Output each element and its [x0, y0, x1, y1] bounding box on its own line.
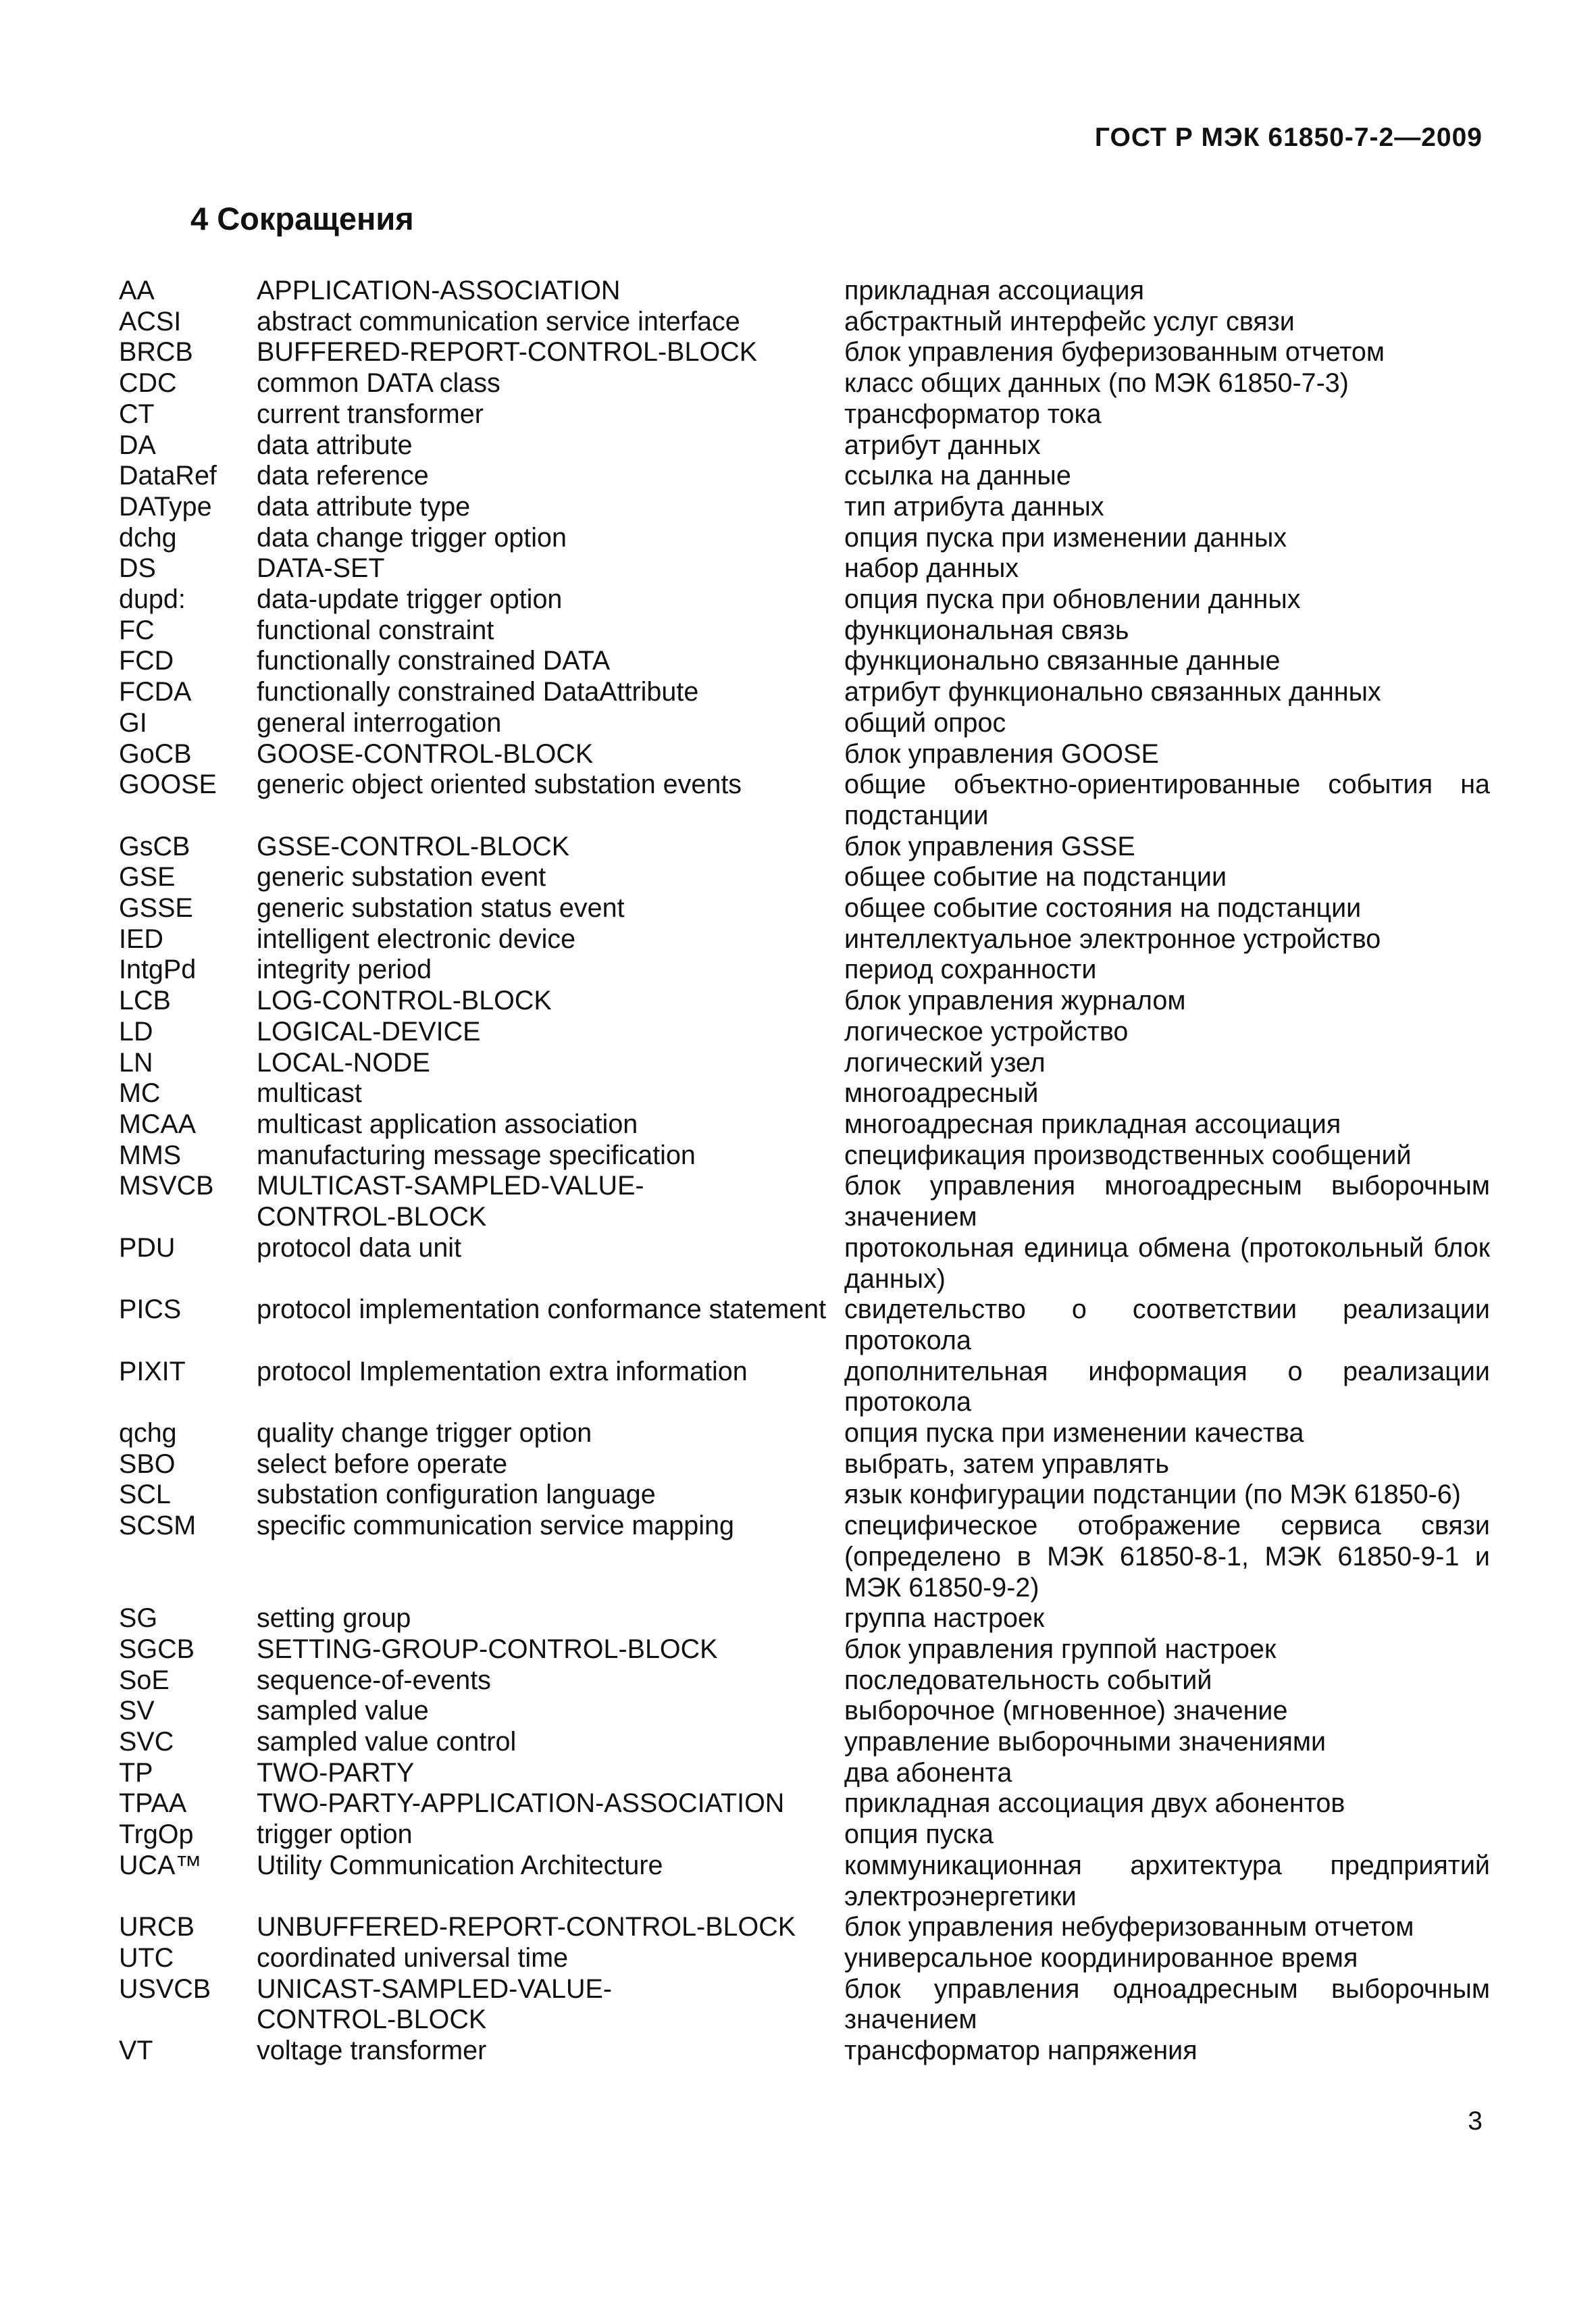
abbreviation-row — [119, 2036, 1490, 2067]
abbreviation-row — [119, 1727, 1490, 1758]
abbreviation-russian: язык конфигурации подстанции (по МЭК 61850-6) — [844, 1480, 1461, 1510]
abbreviation-term: BRCB — [119, 337, 193, 368]
abbreviation-term: SCL — [119, 1480, 171, 1510]
abbreviation-term: CT — [119, 399, 155, 429]
abbreviation-row — [119, 430, 1490, 461]
abbreviation-term: SGCB — [119, 1634, 195, 1664]
abbreviation-english: data attribute — [257, 430, 413, 460]
abbreviation-row — [119, 276, 1490, 307]
abbreviation-term: FCD — [119, 646, 174, 676]
abbreviation-term: SCSM — [119, 1511, 197, 1541]
abbreviation-russian: абстрактный интерфейс услуг связи — [844, 306, 1295, 336]
section-title: 4 Сокращения — [190, 201, 414, 236]
abbreviation-english: TWO-PARTY-APPLICATION-ASSOCIATION — [257, 1788, 785, 1819]
abbreviation-row — [119, 1665, 1490, 1696]
abbreviation-term: DAType — [119, 491, 212, 522]
abbreviation-row — [119, 1140, 1490, 1172]
abbreviation-term: GSSE — [119, 893, 193, 924]
abbreviation-russian: последовательность событий — [844, 1665, 1212, 1695]
abbreviation-term: AA — [119, 276, 155, 305]
abbreviation-english: GSSE-CONTROL-BLOCK — [257, 831, 570, 861]
abbreviation-term: SBO — [119, 1449, 176, 1479]
abbreviation-term: dchg — [119, 522, 177, 553]
abbreviation-russian: протокольная единица обмена (протокольный блок данных) — [844, 1232, 1490, 1294]
abbreviation-row — [119, 770, 1490, 831]
abbreviation-term: PDU — [119, 1232, 176, 1263]
abbreviation-russian: трансформатор тока — [844, 399, 1102, 429]
abbreviation-term: IED — [119, 924, 163, 954]
abbreviation-row — [119, 832, 1490, 863]
abbreviation-row — [119, 708, 1490, 739]
abbreviation-term: UTC — [119, 1942, 174, 1973]
abbreviation-english: data-update trigger option — [257, 584, 563, 615]
abbreviation-term: SVC — [119, 1727, 174, 1757]
abbreviation-term: MCAA — [119, 1109, 197, 1139]
abbreviation-term: MC — [119, 1078, 161, 1109]
abbreviation-english: GOOSE-CONTROL-BLOCK — [257, 738, 594, 769]
abbreviation-term: MSVCB — [119, 1171, 214, 1201]
abbreviation-row — [119, 1788, 1490, 1819]
abbreviation-english: Utility Communication Architecture — [257, 1850, 663, 1880]
abbreviation-row — [119, 492, 1490, 523]
abbreviation-russian: два абонента — [844, 1757, 1012, 1788]
abbreviation-russian: группа настроек — [844, 1603, 1045, 1634]
abbreviation-english: multicast application association — [257, 1109, 638, 1139]
abbreviation-english: LOG-CONTROL-BLOCK — [257, 986, 552, 1016]
abbreviation-term: dupd: — [119, 584, 186, 615]
abbreviation-term: PICS — [119, 1294, 182, 1325]
abbreviation-english: select before operate — [257, 1449, 508, 1479]
abbreviation-russian: коммуникационная архитектура предприятий электроэнергетики — [844, 1850, 1490, 1911]
abbreviations-list — [119, 276, 1490, 2067]
abbreviation-row — [119, 523, 1490, 554]
abbreviation-term: LCB — [119, 986, 171, 1016]
abbreviation-term: IntgPd — [119, 955, 197, 985]
abbreviation-english: generic object oriented substation events — [257, 770, 742, 800]
abbreviation-english: UNBUFFERED-REPORT-CONTROL-BLOCK — [257, 1912, 796, 1942]
abbreviation-english: quality change trigger option — [257, 1418, 592, 1449]
abbreviation-english: sampled value control — [257, 1727, 517, 1757]
abbreviation-row — [119, 307, 1490, 338]
abbreviation-russian: универсальное координированное время — [844, 1942, 1358, 1973]
abbreviation-term: VT — [119, 2036, 153, 2066]
abbreviation-term: FC — [119, 615, 155, 645]
abbreviation-english: integrity period — [257, 955, 432, 985]
abbreviation-english: LOGICAL-DEVICE — [257, 1016, 481, 1047]
abbreviation-russian: блок управления одноадресным выборочным значением — [844, 1973, 1490, 2035]
abbreviation-english: data change trigger option — [257, 522, 567, 553]
abbreviation-term: CDC — [119, 368, 177, 399]
abbreviation-row — [119, 646, 1490, 677]
abbreviation-row — [119, 1233, 1490, 1294]
abbreviation-term: GOOSE — [119, 770, 217, 800]
abbreviation-russian: многоадресный — [844, 1078, 1039, 1109]
abbreviation-row — [119, 986, 1490, 1017]
abbreviation-russian: общее событие на подстанции — [844, 862, 1227, 892]
abbreviation-english: functionally constrained DATA — [257, 646, 611, 676]
abbreviation-russian: трансформатор напряжения — [844, 2036, 1198, 2066]
abbreviation-russian: логический узел — [844, 1047, 1046, 1078]
abbreviation-russian: опция пуска при изменении данных — [844, 522, 1287, 553]
abbreviation-term: FCDA — [119, 677, 192, 707]
abbreviation-english: intelligent electronic device — [257, 924, 576, 954]
abbreviation-term: PIXIT — [119, 1356, 186, 1386]
abbreviation-english: protocol Implementation extra information — [257, 1356, 748, 1386]
abbreviation-russian: блок управления многоадресным выборочным значением — [844, 1171, 1490, 1232]
abbreviation-row — [119, 955, 1490, 986]
abbreviation-russian: управление выборочными значениями — [844, 1727, 1327, 1757]
abbreviation-english: common DATA class — [257, 368, 500, 399]
abbreviation-row — [119, 1634, 1490, 1665]
abbreviation-russian: блок управления небуферизованным отчетом — [844, 1912, 1414, 1942]
abbreviation-english: data attribute type — [257, 491, 471, 522]
abbreviation-russian: набор данных — [844, 553, 1019, 584]
abbreviation-row — [119, 337, 1490, 368]
abbreviation-english: general interrogation — [257, 707, 502, 738]
abbreviation-row — [119, 677, 1490, 708]
abbreviation-row — [119, 1974, 1490, 2036]
abbreviation-row — [119, 1851, 1490, 1912]
abbreviation-row — [119, 1109, 1490, 1140]
abbreviation-english: TWO-PARTY — [257, 1757, 415, 1788]
document-standard-number: ГОСТ Р МЭК 61850-7-2—2009 — [1094, 123, 1483, 152]
abbreviation-term: TPAA — [119, 1788, 187, 1819]
abbreviation-term: DataRef — [119, 461, 217, 491]
abbreviation-row — [119, 368, 1490, 399]
abbreviation-english: specific communication service mapping — [257, 1511, 734, 1541]
abbreviation-term: MMS — [119, 1140, 182, 1170]
abbreviation-term: GoCB — [119, 738, 192, 769]
abbreviation-row — [119, 1017, 1490, 1048]
abbreviation-row — [119, 893, 1490, 924]
abbreviation-term: GSE — [119, 862, 176, 892]
abbreviation-term: LD — [119, 1016, 153, 1047]
abbreviation-russian: атрибут функционально связанных данных — [844, 677, 1381, 707]
abbreviation-russian: тип атрибута данных — [844, 491, 1104, 522]
abbreviation-english: UNICAST-SAMPLED-VALUE- CONTROL-BLOCK — [257, 1973, 613, 2035]
abbreviation-term: SoE — [119, 1665, 170, 1695]
abbreviation-term: TrgOp — [119, 1819, 194, 1850]
abbreviation-term: LN — [119, 1047, 153, 1078]
abbreviation-row — [119, 1357, 1490, 1418]
abbreviation-russian: выборочное (мгновенное) значение — [844, 1696, 1288, 1726]
abbreviation-row — [119, 1418, 1490, 1449]
abbreviation-russian: функциональная связь — [844, 615, 1129, 645]
abbreviation-row — [119, 615, 1490, 647]
abbreviation-russian: ссылка на данные — [844, 461, 1071, 491]
abbreviation-row — [119, 553, 1490, 584]
abbreviation-row — [119, 1294, 1490, 1356]
abbreviation-russian: блок управления журналом — [844, 986, 1186, 1016]
abbreviation-row — [119, 862, 1490, 893]
abbreviation-russian: блок управления группой настроек — [844, 1634, 1277, 1664]
abbreviation-term: TP — [119, 1757, 153, 1788]
abbreviation-english: sampled value — [257, 1696, 429, 1726]
abbreviation-english: functionally constrained DataAttribute — [257, 677, 699, 707]
abbreviation-english: coordinated universal time — [257, 1942, 569, 1973]
abbreviation-row — [119, 1819, 1490, 1851]
abbreviation-russian: общий опрос — [844, 707, 1006, 738]
abbreviation-russian: спецификация производственных сообщений — [844, 1140, 1412, 1170]
abbreviation-english: LOCAL-NODE — [257, 1047, 430, 1078]
abbreviation-russian: класс общих данных (по МЭК 61850-7-3) — [844, 368, 1349, 399]
abbreviation-english: multicast — [257, 1078, 362, 1109]
abbreviation-row — [119, 1078, 1490, 1109]
abbreviation-row — [119, 1048, 1490, 1079]
abbreviation-row — [119, 739, 1490, 770]
abbreviation-english: DATA-SET — [257, 553, 385, 584]
abbreviation-row — [119, 1943, 1490, 1974]
abbreviation-term: USVCB — [119, 1973, 211, 2004]
abbreviation-russian: прикладная ассоциация двух абонентов — [844, 1788, 1345, 1819]
abbreviation-row — [119, 1603, 1490, 1634]
abbreviation-english: functional constraint — [257, 615, 494, 645]
abbreviation-english: MULTICAST-SAMPLED-VALUE- CONTROL-BLOCK — [257, 1171, 644, 1232]
abbreviation-row — [119, 1449, 1490, 1480]
abbreviation-term: DS — [119, 553, 156, 584]
abbreviation-russian: блок управления буферизованным отчетом — [844, 337, 1385, 368]
abbreviation-russian: атрибут данных — [844, 430, 1041, 460]
abbreviation-english: setting group — [257, 1603, 411, 1634]
abbreviation-row — [119, 1912, 1490, 1943]
abbreviation-english: protocol implementation conformance statement — [257, 1294, 827, 1325]
abbreviation-russian: многоадресная прикладная ассоциация — [844, 1109, 1341, 1139]
abbreviation-term: URCB — [119, 1912, 195, 1942]
abbreviation-russian: общие объектно-ориентированные события на подстанции — [844, 770, 1490, 830]
abbreviation-english: generic substation status event — [257, 893, 625, 924]
abbreviation-term: UCA™ — [119, 1850, 202, 1880]
abbreviation-english: abstract communication service interface — [257, 306, 740, 336]
abbreviation-row — [119, 461, 1490, 492]
abbreviation-term: ACSI — [119, 306, 182, 336]
abbreviation-row — [119, 1696, 1490, 1727]
abbreviation-english: BUFFERED-REPORT-CONTROL-BLOCK — [257, 337, 758, 368]
abbreviation-russian: период сохранности — [844, 955, 1097, 985]
abbreviation-term: GsCB — [119, 831, 190, 861]
abbreviation-row — [119, 399, 1490, 430]
abbreviation-english: sequence-of-events — [257, 1665, 491, 1695]
abbreviation-russian: опция пуска — [844, 1819, 994, 1850]
abbreviation-russian: дополнительная информация о реализации протокола — [844, 1356, 1490, 1417]
abbreviation-row — [119, 924, 1490, 955]
abbreviation-russian: функционально связанные данные — [844, 646, 1281, 676]
abbreviation-term: SG — [119, 1603, 158, 1634]
abbreviation-russian: опция пуска при изменении качества — [844, 1418, 1304, 1449]
abbreviation-english: SETTING-GROUP-CONTROL-BLOCK — [257, 1634, 718, 1664]
abbreviation-english: APPLICATION-ASSOCIATION — [257, 276, 621, 305]
abbreviation-english: data reference — [257, 461, 429, 491]
abbreviation-russian: блок управления GSSE — [844, 831, 1135, 861]
abbreviation-russian: блок управления GOOSE — [844, 738, 1159, 769]
abbreviation-russian: опция пуска при обновлении данных — [844, 584, 1301, 615]
abbreviation-russian: специфическое отображение сервиса связи (определено в МЭК 61850-8-1, МЭК 61850-9-1 и МЭК 61850-9-2) — [844, 1511, 1490, 1603]
abbreviation-english: substation configuration language — [257, 1480, 656, 1510]
abbreviation-english: protocol data unit — [257, 1232, 462, 1263]
abbreviation-english: generic substation event — [257, 862, 546, 892]
abbreviation-row — [119, 1511, 1490, 1603]
abbreviation-russian: интеллектуальное электронное устройство — [844, 924, 1381, 954]
abbreviation-english: current transformer — [257, 399, 484, 429]
abbreviation-row — [119, 584, 1490, 615]
page-number: 3 — [1468, 2107, 1483, 2136]
abbreviation-russian: логическое устройство — [844, 1016, 1129, 1047]
abbreviation-term: SV — [119, 1696, 155, 1726]
abbreviation-term: qchg — [119, 1418, 177, 1449]
abbreviation-term: DA — [119, 430, 156, 460]
abbreviation-russian: общее событие состояния на подстанции — [844, 893, 1362, 924]
abbreviation-russian: свидетельство о соответствии реализации протокола — [844, 1294, 1490, 1355]
abbreviation-row — [119, 1480, 1490, 1511]
abbreviation-row — [119, 1758, 1490, 1789]
abbreviation-russian: прикладная ассоциация — [844, 276, 1144, 305]
abbreviation-english: voltage transformer — [257, 2036, 487, 2066]
abbreviation-term: GI — [119, 707, 147, 738]
abbreviation-row — [119, 1171, 1490, 1232]
abbreviation-english: manufacturing message specification — [257, 1140, 696, 1170]
abbreviation-russian: выбрать, затем управлять — [844, 1449, 1169, 1479]
abbreviation-english: trigger option — [257, 1819, 413, 1850]
